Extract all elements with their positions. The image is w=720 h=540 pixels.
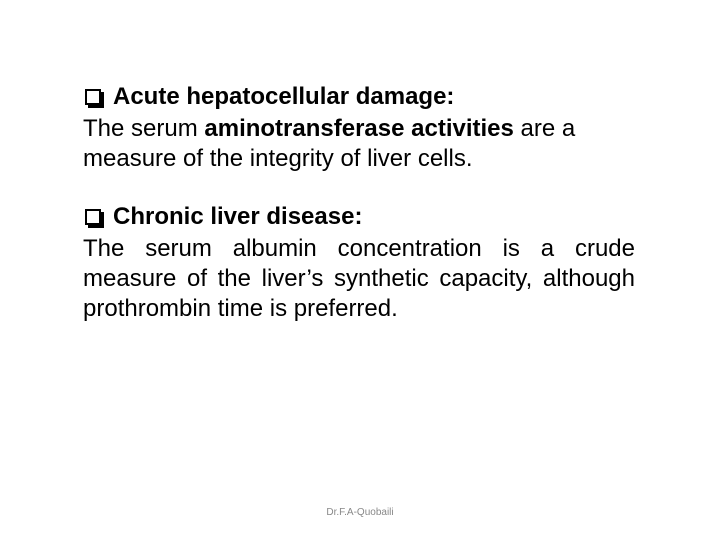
body-text-end: are a measure of the integrity of liver cells. — [83, 115, 576, 172]
checkbox-bullet-icon — [85, 89, 101, 105]
section-heading — [83, 200, 635, 234]
checkbox-bullet-icon — [85, 209, 101, 225]
section-body — [83, 114, 635, 174]
heading-text: Acute hepatocellular damage: — [113, 83, 455, 110]
section-chronic — [83, 200, 635, 324]
heading-text: Chronic liver disease: — [113, 203, 363, 230]
body-text-start: The serum — [83, 115, 205, 142]
body-text-bold: aminotransferase activities — [204, 115, 514, 142]
section-acute — [83, 80, 635, 174]
slide-content — [83, 80, 635, 324]
footer-author: Dr.F.A-Quobaili — [326, 507, 394, 518]
section-heading — [83, 80, 635, 114]
section-body: The serum albumin concentration is a crude measure of the liver’s synthetic capacity, although prothrombin time is preferred. — [83, 235, 635, 322]
